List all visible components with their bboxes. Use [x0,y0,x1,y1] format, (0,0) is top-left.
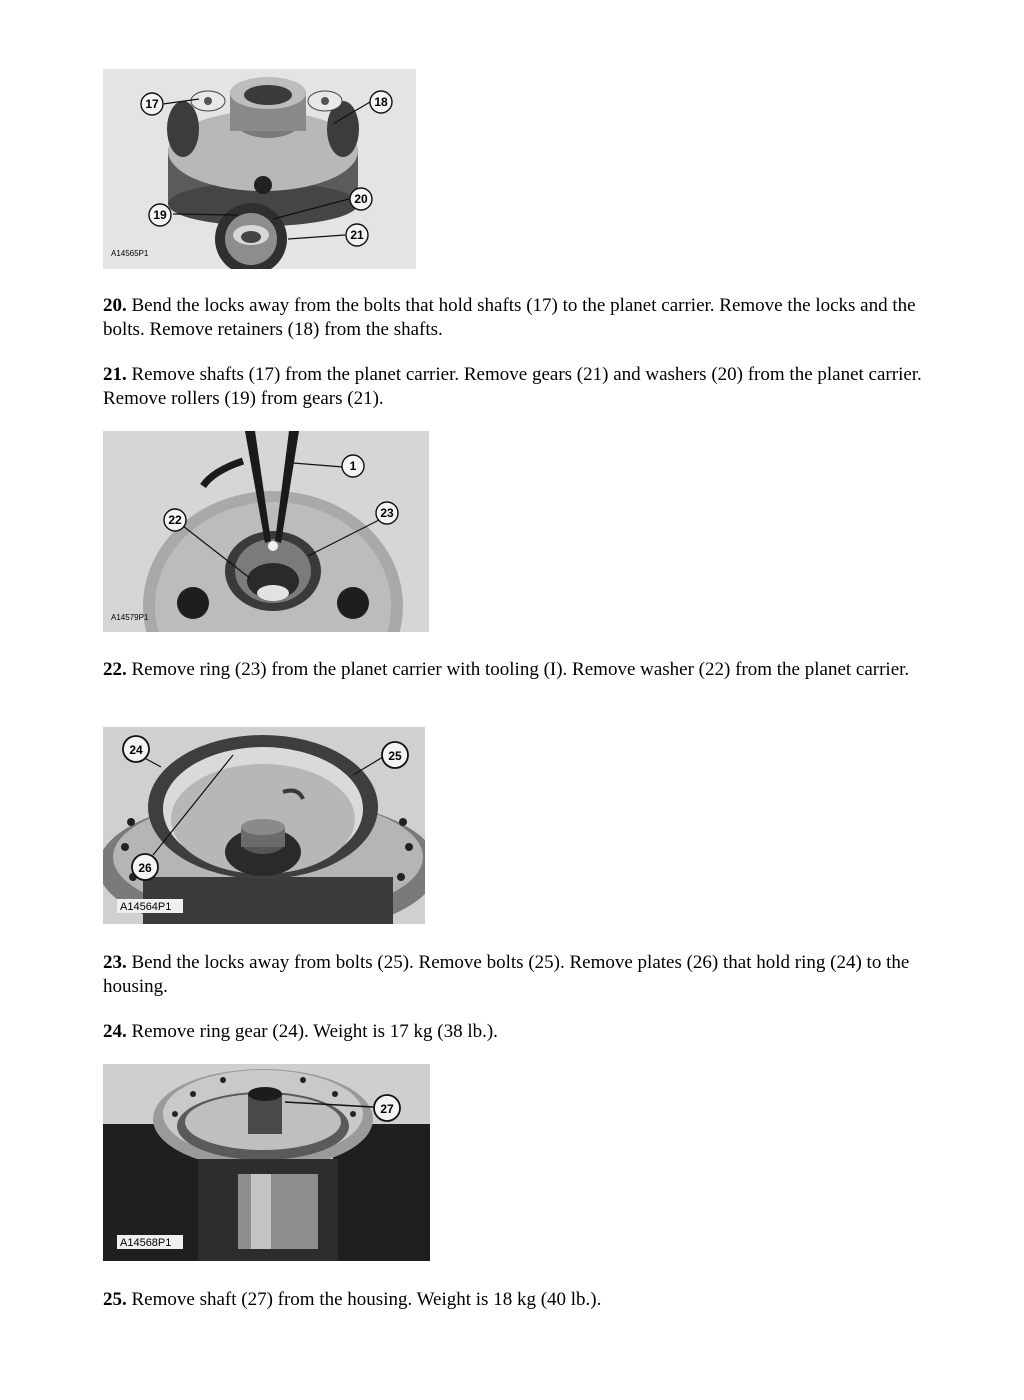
svg-text:1: 1 [349,459,357,473]
step-number: 22. [103,659,127,680]
svg-text:22: 22 [168,513,182,527]
callout-24 [123,736,149,762]
callout-22 [164,509,186,531]
callout-26 [132,854,158,880]
svg-text:26: 26 [138,861,152,875]
figure-planet-carrier [103,69,416,269]
step-21 [103,363,933,411]
callout-23 [376,502,398,524]
step-text: Bend the locks away from bolts (25). Remove bolts (25). Remove plates (26) that hold ring (24) to the housing. [103,952,910,997]
svg-text:27: 27 [380,1102,394,1116]
step-24 [103,1020,933,1044]
housing-shaft-photo [103,1064,430,1261]
svg-text:25: 25 [388,749,402,763]
svg-text:19: 19 [153,208,167,222]
step-text: Remove shafts (17) from the planet carrier. Remove gears (21) and washers (20) from the planet carrier. Remove rollers (19) from gears (21). [103,364,922,409]
step-25 [103,1288,933,1312]
svg-text:17: 17 [145,97,159,111]
svg-text:24: 24 [129,743,143,757]
callout-25 [382,742,408,768]
step-number: 20. [103,295,127,316]
ring-gear-photo [103,727,425,924]
step-number: 25. [103,1289,127,1310]
callout-20 [350,188,372,210]
figure-code: A14568P1 [120,1237,172,1249]
step-text: Remove ring gear (24). Weight is 17 kg (38 lb.). [131,1021,498,1042]
step-number: 23. [103,952,127,973]
figure-code: A14579P1 [111,613,149,622]
step-number: 21. [103,364,127,385]
callout-17 [141,93,163,115]
figure-housing-shaft [103,1064,430,1261]
planet-carrier-photo [103,69,416,269]
callout-19 [149,204,171,226]
ring-removal-photo [103,431,429,632]
svg-text:20: 20 [354,192,368,206]
callout-1 [342,455,364,477]
callout-21 [346,224,368,246]
svg-text:18: 18 [374,95,388,109]
step-22 [103,658,933,682]
step-text: Remove ring (23) from the planet carrier with tooling (I). Remove washer (22) from the planet carrier. [131,659,910,680]
callout-18 [370,91,392,113]
step-20 [103,294,933,342]
step-23 [103,951,933,999]
callout-27 [374,1095,400,1121]
step-number: 24. [103,1021,127,1042]
figure-code: A14565P1 [111,249,149,258]
svg-text:23: 23 [380,506,394,520]
figure-code: A14564P1 [120,901,172,913]
step-text: Bend the locks away from the bolts that hold shafts (17) to the planet carrier. Remove the locks and the bolts. Remove retainers (18) from the shafts. [103,295,916,340]
figure-ring-removal [103,431,429,632]
svg-text:21: 21 [350,228,364,242]
step-text: Remove shaft (27) from the housing. Weight is 18 kg (40 lb.). [131,1289,602,1310]
figure-ring-gear [103,727,425,924]
